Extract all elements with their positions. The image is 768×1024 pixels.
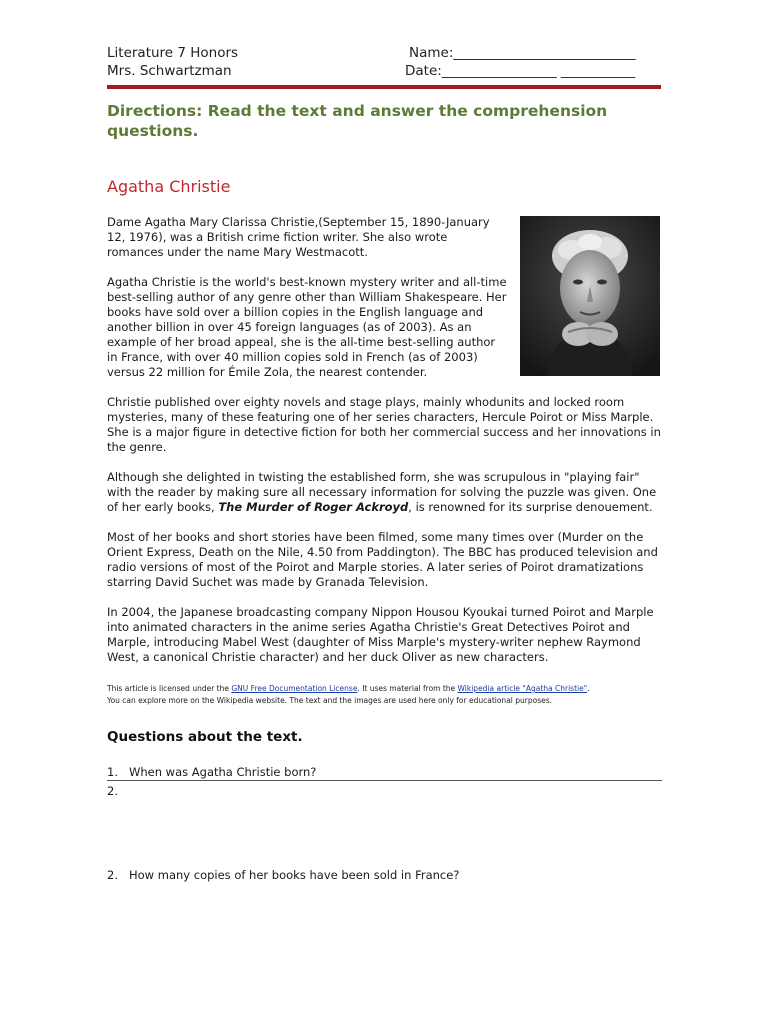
paragraph-4 [107,470,663,515]
license-text-1: This article is licensed under the [107,684,232,693]
paragraph-1: Dame Agatha Mary Clarissa Christie,(September 15, 1890-January 12, 1976), was a British crime fiction writer. She also wrote romances under the name Mary Westmacott. [107,215,490,259]
question-2 [107,868,459,882]
question-1-text: When was Agatha Christie born? [129,765,317,779]
paragraph-5: Most of her books and short stories have been filmed, some many times over (Murder on the Orient Express, Death on the Nile, 4.50 from Paddington). The BBC has produced television and radio versions of most of the Poirot and Marple stories. A later series of Poirot dramatizations starring David Suchet was made by Granada Television. [107,530,658,589]
answer-line[interactable] [107,780,662,781]
portrait-image [520,216,660,376]
date-field[interactable]: Date:_________________ ___________ [405,63,636,79]
course-name: Literature 7 Honors [107,45,239,61]
question-2-blank-number: 2. [107,784,118,798]
agatha-christie-portrait-icon [520,216,660,376]
paragraph-4-text-after: , is renowned for its surprise denouement. [408,500,653,514]
paragraph-6: In 2004, the Japanese broadcasting company Nippon Housou Kyoukai turned Poirot and Marple into animated characters in the anime series Agatha Christie's Great Detectives Poirot and Marple, introducing Mabel West (daughter of Miss Marple's mystery-writer nephew Raymond West, a canonical Christie character) and her duck Oliver as new characters. [107,605,654,664]
license-text-2: . It uses material from the [357,684,458,693]
question-1-number: 1. [107,765,118,779]
license-text-line-2: You can explore more on the Wikipedia website. The text and the images are used here only for educational purposes. [107,696,553,705]
license-text-3: . [587,684,590,693]
paragraph-4-text-before: Although she delighted in twisting the established form, she was scrupulous in "playing fair" with the reader by making sure all necessary information for solving the puzzle was given. One of her early books, [107,470,657,514]
header-divider [107,85,661,89]
questions-heading: Questions about the text. [107,729,303,745]
paragraph-2: Agatha Christie is the world's best-known mystery writer and all-time best-selling author of any genre other than William Shakespeare. Her books have sold over a billion copies in the English language and another billion in over 45 foreign languages (as of 2003). As an example of her broad appeal, she is the all-time best-selling author in France, with over 40 million copies sold in French (as of 2003) versus 22 million for Émile Zola, the nearest contender. [107,275,507,379]
question-2-blank [107,784,129,798]
wikipedia-article-link[interactable]: Wikipedia article "Agatha Christie" [457,684,588,693]
question-1 [107,765,316,779]
name-field[interactable]: Name:___________________________ [409,45,636,61]
question-2-text: How many copies of her books have been sold in France? [129,868,460,882]
article-title: Agatha Christie [107,177,231,196]
paragraph-3: Christie published over eighty novels and stage plays, mainly whodunits and locked room mysteries, many of these featuring one of her series characters, Hercule Poirot or Miss Marple. She is a major figure in detective fiction for both her commercial success and her innovations in the genre. [107,395,661,454]
gnu-license-link[interactable]: GNU Free Documentation License [231,684,358,693]
book-title: The Murder of Roger Ackroyd [218,500,409,514]
teacher-name: Mrs. Schwartzman [107,63,232,79]
directions-text: Directions: Read the text and answer the comprehension questions. [107,102,608,140]
question-2-number: 2. [107,868,118,882]
license-notice [107,683,663,707]
